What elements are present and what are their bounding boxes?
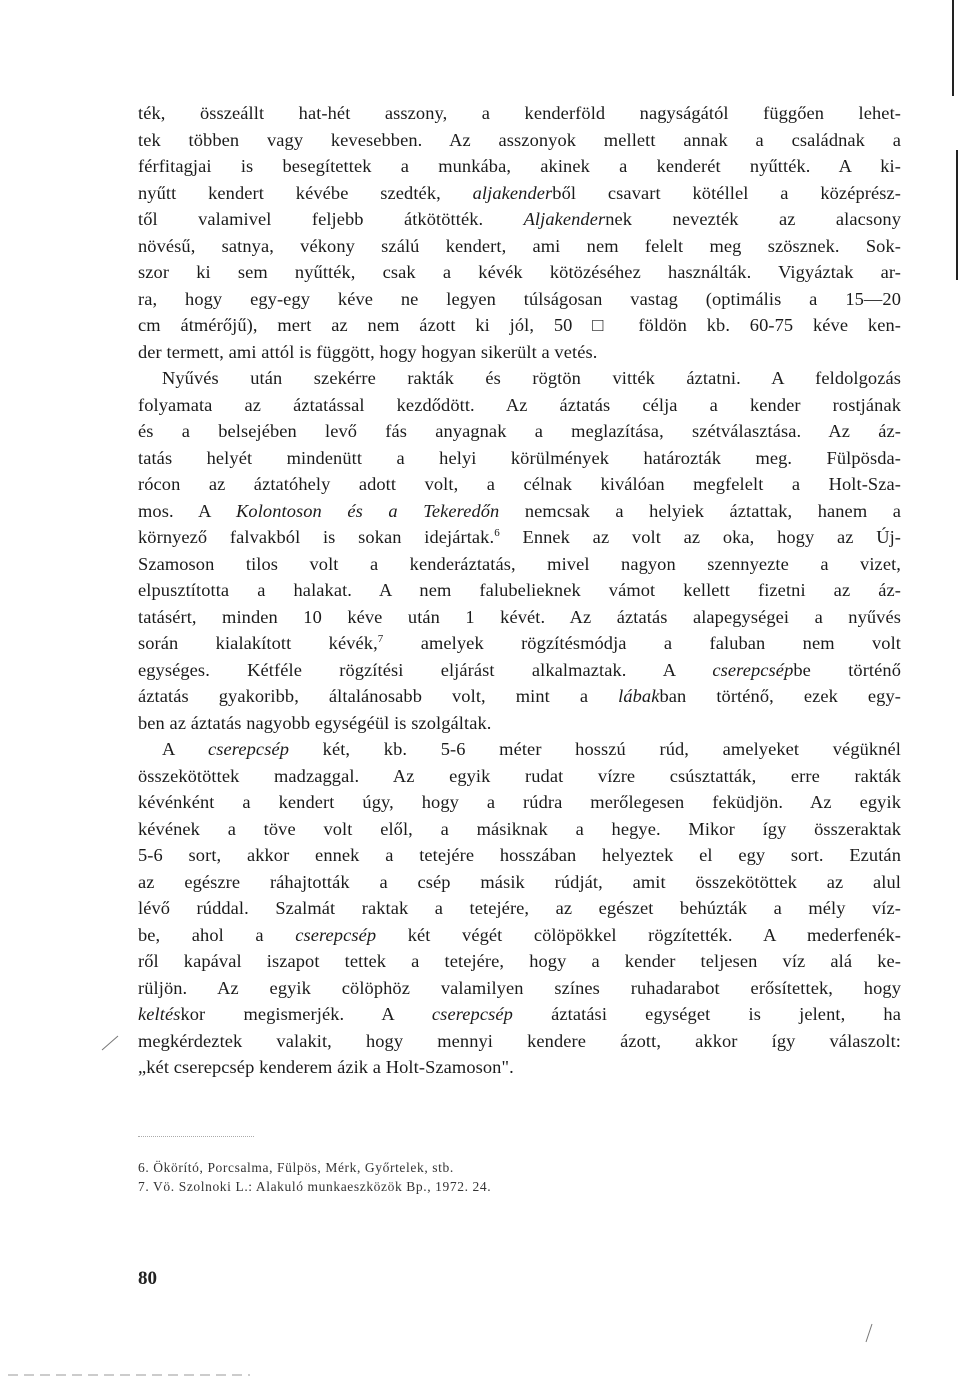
footnotes <box>138 1158 838 1196</box>
text-segment: egységes. Kétféle rögzítési eljárást alkalmaztak. A <box>138 659 713 680</box>
scan-speck-right <box>860 1320 880 1344</box>
text-line <box>138 789 901 816</box>
text-segment: ték, összeállt hat-hét asszony, a kenderföld nagyságától függően lehet- <box>138 103 901 123</box>
text-line <box>138 816 901 843</box>
text-segment: tek többen vagy kevesebben. Az asszonyok mellett annak a családnak a <box>138 129 901 150</box>
text-line <box>138 683 901 710</box>
scan-edge-line-top <box>952 0 954 96</box>
text-segment: szor ki sem nyűtték, csak a kévék kötözéséhez használták. Vigyáztak ar- <box>138 262 901 282</box>
text-segment: megkérdeztek valakit, hogy mennyi kendere ázott, akkor így válaszolt: <box>138 1030 901 1051</box>
body-text <box>138 100 901 1081</box>
text-segment: 5-6 sort, akkor ennek a tetejére hosszában helyeztek el egy sort. Ezután <box>138 845 901 865</box>
text-line <box>138 577 901 604</box>
text-segment: két végét cölöpökkel rögzítették. A mederfenék- <box>376 924 901 945</box>
text-line <box>138 975 901 1002</box>
text-segment: amelyek rögzítésmódja a faluban nem volt <box>383 633 901 653</box>
text-segment: az egészre ráhajtották a csép másik rúdját, amit összekötöttek az alul <box>138 871 901 892</box>
text-line <box>138 312 901 339</box>
text-line <box>138 286 901 313</box>
text-line <box>138 180 901 207</box>
italic-term: keltés <box>138 1004 181 1024</box>
footnote-ref: 7 <box>377 633 384 645</box>
text-segment: áztatási egységet is jelent, ha <box>512 1004 901 1024</box>
text-segment: ből csavart kötéllel a középrész- <box>552 182 901 203</box>
text-segment: növésű, satnya, vékony szálú kendert, ami nem felelt meg szösznek. Sok- <box>138 235 901 256</box>
text-line <box>138 922 901 949</box>
text-line <box>138 1028 901 1055</box>
footnote-ref: 6 <box>494 527 500 539</box>
page-number: 80 <box>138 1268 157 1289</box>
text-segment: környező falvakból is sokan idejártak. <box>138 527 495 547</box>
text-segment: két, kb. 5-6 méter hosszú rúd, amelyeket végüknél <box>289 739 901 759</box>
footnote-7: 7. Vö. Szolnoki L.: Alakuló munkaeszközök Bp., 1972. 24. <box>138 1179 492 1194</box>
italic-term: Kolontoson és a Tekeredőn <box>236 500 500 521</box>
italic-term: cserepcsép <box>295 924 377 945</box>
text-segment: nek nevezték az alacsony <box>605 209 901 229</box>
text-line <box>138 895 901 922</box>
text-segment: tatás helyét mindenütt a helyi körülmények határozták meg. Fülpösda- <box>138 447 901 468</box>
text-line <box>138 1054 901 1081</box>
scan-bottom-smudge <box>0 1372 260 1378</box>
text-segment: összekötöttek madzaggal. Az egyik rudat vízre csúsztatták, erre rakták <box>138 765 901 786</box>
text-line <box>138 551 901 578</box>
italic-term: cserepcsép <box>712 659 794 680</box>
text-line <box>138 259 901 286</box>
scan-speck-left <box>100 1030 124 1054</box>
italic-term: Aljakender <box>523 209 606 229</box>
text-segment: folyamata az áztatással kezdődött. Az áztatás célja a kender rostjának <box>138 394 901 415</box>
text-line <box>138 1001 901 1028</box>
text-segment: nyűtt kendert kévébe szedték, <box>138 182 473 203</box>
text-segment: Nyűvés után szekérre rakták és rögtön vitték áztatni. A feldolgozás <box>162 368 901 388</box>
text-line <box>138 842 901 869</box>
footnote-6: 6. Ökörító, Porcsalma, Fülpös, Mérk, Győrtelek, stb. <box>138 1160 454 1175</box>
text-line <box>138 418 901 445</box>
text-segment: tatásért, minden 10 kéve után 1 kévét. Az áztatás alapegységei a nyűvés <box>138 606 901 627</box>
text-line <box>138 339 901 366</box>
text-line <box>138 127 901 154</box>
text-segment: „két cserepcsép kenderem ázik a Holt-Szamoson". <box>138 1057 514 1077</box>
text-segment: be történő <box>793 659 901 680</box>
text-segment: mos. A <box>138 500 237 521</box>
text-segment: ban történő, ezek egy- <box>659 686 901 706</box>
text-segment: rüljön. Az egyik cölöphöz valamilyen színes ruhadarabot erősítettek, hogy <box>138 977 901 998</box>
text-segment: nemcsak a helyiek áztattak, hanem a <box>499 500 901 521</box>
text-segment: ben az áztatás nagyobb egységéül is szolgáltak. <box>138 712 492 733</box>
text-segment: A <box>162 739 209 759</box>
text-segment: kévénként a kendert úgy, hogy a rúdra merőlegesen feküdjön. Az egyik <box>138 792 901 812</box>
italic-term: lábak <box>618 686 660 706</box>
text-segment: férfitagjai is besegítettek a munkába, akinek a kenderét nyűtték. A ki- <box>138 156 901 176</box>
text-line <box>138 948 901 975</box>
text-line <box>138 392 901 419</box>
text-segment: Szamoson tilos volt a kenderáztatás, mivel nagyon szennyezte a vizet, <box>138 553 901 574</box>
text-segment: és a belsejében levő fás anyagnak a meglazítása, szétválasztása. Az áz- <box>138 421 901 441</box>
text-line <box>138 524 901 551</box>
text-line <box>138 869 901 896</box>
text-segment: során kialakított kévék, <box>138 633 378 653</box>
text-segment: ra, hogy egy-egy kéve ne legyen túlságosan vastag (optimális a 15—20 <box>138 288 901 309</box>
text-segment: áztatás gyakoribb, általánosabb volt, mint a <box>138 686 619 706</box>
text-line <box>138 153 901 180</box>
text-segment: Ennek az volt az oka, hogy az Új- <box>499 527 901 547</box>
italic-term: aljakender <box>472 182 553 203</box>
text-segment: ről kapával iszapot tettek a tetejére, hogy a kender teljesen víz alá ke- <box>138 951 901 971</box>
text-segment: cm átmérőjű), mert az nem ázott ki jól, 50 □ földön kb. 60-75 kéve ken- <box>138 315 901 335</box>
text-segment: től valamivel feljebb átkötötték. <box>138 209 524 229</box>
text-segment: der termett, ami attól is függött, hogy hogyan sikerült a vetés. <box>138 341 598 362</box>
text-line <box>138 471 901 498</box>
text-line <box>138 657 901 684</box>
text-line <box>138 498 901 525</box>
text-line <box>138 445 901 472</box>
text-line <box>138 206 901 233</box>
text-line <box>138 233 901 260</box>
text-line <box>138 736 901 763</box>
text-line <box>138 630 901 657</box>
text-segment: elpusztította a halakat. A nem falubelieknek vámot kellett fizetni az áz- <box>138 580 901 600</box>
text-line <box>138 365 901 392</box>
italic-term: cserepcsép <box>431 1004 513 1024</box>
text-segment: kévének a töve volt elől, a másiknak a hegye. Mikor így összeraktak <box>138 818 901 839</box>
text-line <box>138 763 901 790</box>
text-segment: kor megismerjék. A <box>180 1004 432 1024</box>
text-segment: be, ahol a <box>138 924 296 945</box>
text-line <box>138 710 901 737</box>
text-segment: lévő rúddal. Szalmát raktak a tetejére, az egészet behúzták a mély víz- <box>138 898 901 918</box>
text-segment: rócon az áztatóhely adott volt, a célnak kiválóan megfelelt a Holt-Sza- <box>138 474 901 494</box>
text-line <box>138 100 901 127</box>
italic-term: cserepcsép <box>208 739 290 759</box>
text-line <box>138 604 901 631</box>
footnote-separator <box>138 1136 254 1137</box>
scan-edge-line-middle <box>956 150 958 280</box>
